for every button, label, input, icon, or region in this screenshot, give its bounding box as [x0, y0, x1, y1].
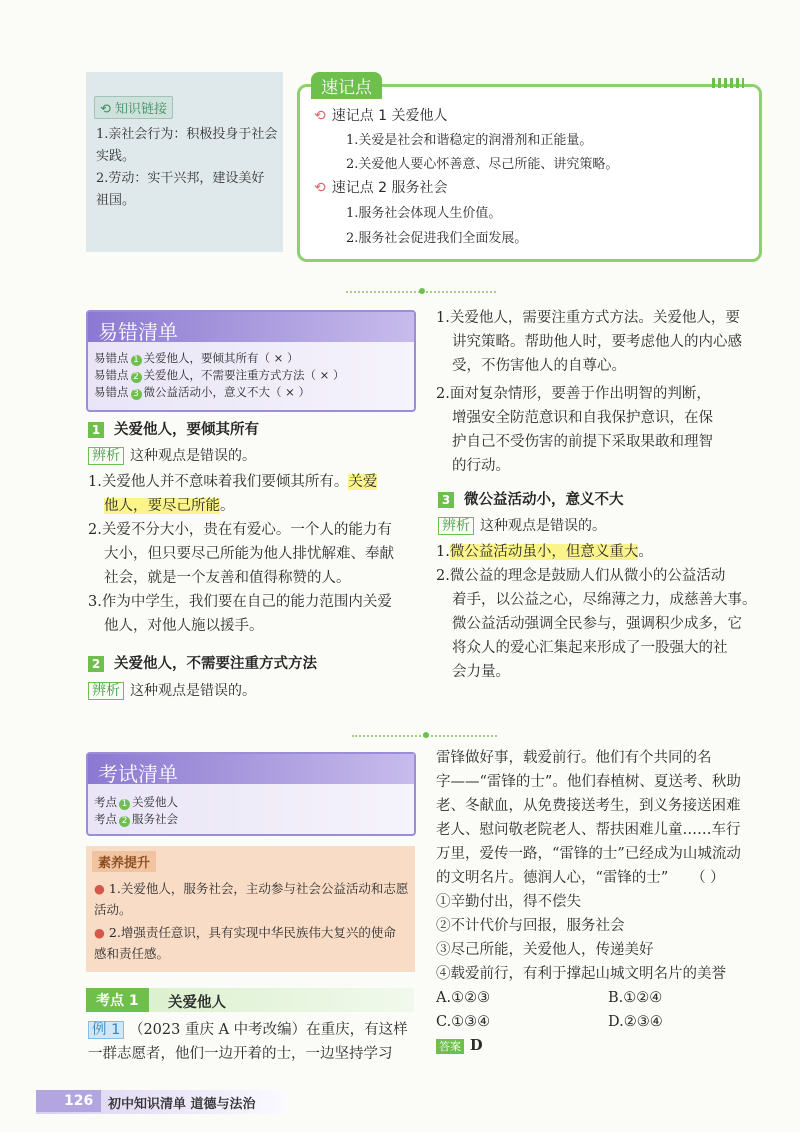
memo-stripe-decoration — [712, 78, 744, 88]
literacy-tag: 素养提升 — [92, 851, 156, 872]
para-line: 的文明名片。德润人心，“雷锋的士” （ ） — [436, 870, 725, 886]
exam-list-title: 考试清单 — [88, 754, 414, 784]
book-title: 初中知识清单 道德与法治 — [108, 1097, 256, 1112]
choices-row: C.①③④ D.②③④ — [436, 1014, 663, 1030]
option-line: ①辛勤付出，得不偿失 — [436, 894, 581, 910]
error-point-2-heading: 2 关爱他人，不需要注重方式方法 — [88, 652, 317, 673]
exam-list-box — [86, 752, 416, 836]
right-column-top — [436, 306, 766, 478]
exam-point-banner — [86, 988, 414, 1012]
divider-dot — [419, 288, 425, 294]
para-line: 社会，就是一个友善和值得称赞的人。 — [104, 570, 351, 586]
memo-point-1-heading: ⟲ 速记点 1 关爱他人 — [314, 108, 448, 124]
error-list-item: 易错点 2 关爱他人，不需要注重方式方法（ × ） — [94, 368, 345, 382]
para-line: 增强安全防范意识和自我保护意识，在保 — [452, 410, 713, 426]
answer-row: 答案 D — [436, 1034, 768, 1059]
example-1-left — [88, 1018, 418, 1066]
para-line: 1.微公益活动虽小，但意义重大。 — [436, 544, 653, 560]
knowledge-link-tag: ⟲ 知识链接 — [94, 96, 173, 119]
error-point-3-body — [436, 540, 768, 684]
error-point-1-body — [88, 470, 418, 638]
para-line: 字——“雷锋的士”。他们春植树、夏送考、秋助 — [436, 774, 741, 790]
error-point-3-analysis: 辨析 这种观点是错误的。 — [438, 515, 606, 535]
memo-line: 2.服务社会促进我们全面发展。 — [346, 231, 528, 246]
knowledge-line: 祖国。 — [96, 193, 136, 208]
quick-memo-box — [297, 84, 762, 262]
memo-title: 速记点 — [311, 72, 382, 99]
choices-row: A.①②③ B.①②④ — [436, 990, 663, 1006]
answer-label: 答案 — [436, 1039, 464, 1054]
memo-icon: ⟲ — [314, 108, 326, 124]
knowledge-line: 实践。 — [96, 149, 136, 164]
knowledge-line: 1.亲社会行为：积极投身于社会 — [96, 127, 278, 142]
para-line: 2.微公益的理念是鼓励人们从微小的公益活动 — [436, 568, 726, 584]
para-line: 雷锋做好事，载爱前行。他们有个共同的名 — [436, 750, 712, 766]
example-label: 例 1 — [88, 1021, 124, 1039]
bullet-icon: ● — [94, 881, 109, 896]
literacy-item-2: ● 2.增强责任意识，具有实现中华民族伟大复兴的使命 感和责任感。 — [94, 925, 396, 961]
para-line: 他人，对他人施以援手。 — [104, 618, 264, 634]
para-line: 1.关爱他人并不意味着我们要倾其所有。关爱 — [88, 474, 378, 490]
para-line: 老、冬献血，从免费接送考生，到义务接送困难 — [436, 798, 741, 814]
example-1-right — [436, 746, 768, 1059]
option-line: ④载爱前行，有利于撑起山城文明名片的美誉 — [436, 966, 726, 982]
memo-line: 1.关爱是社会和谐稳定的润滑剂和正能量。 — [346, 133, 593, 148]
para-line: 将众人的爱心汇集起来形成了一股强大的社 — [452, 640, 728, 656]
knowledge-link-text — [96, 124, 279, 212]
exam-point-title: 关爱他人 — [168, 995, 226, 1011]
para-line: 着手，以公益之心，尽绵薄之力，成慈善大事。 — [452, 592, 757, 608]
para-line: 3.作为中学生，我们要在自己的能力范围内关爱 — [88, 594, 392, 610]
para-line: 1.关爱他人，需要注重方式方法。关爱他人，要 — [436, 310, 740, 326]
para-line: 一群志愿者，他们一边开着的士，一边坚持学习 — [88, 1046, 393, 1062]
exam-list-item: 考点 1 关爱他人 — [94, 795, 178, 809]
error-point-3-heading: 3 微公益活动小，意义不大 — [438, 488, 624, 509]
para-line: 讲究策略。帮助他人时，要考虑他人的内心感 — [452, 334, 742, 350]
knowledge-link-box — [86, 72, 283, 252]
error-point-1-analysis: 辨析 这种观点是错误的。 — [88, 445, 256, 465]
memo-icon: ⟲ — [314, 180, 326, 196]
error-list-box — [86, 310, 416, 412]
para-line: 老人、慰问敬老院老人、帮扶困难儿童……车行 — [436, 822, 741, 838]
option-line: ③尽己所能，关爱他人，传递美好 — [436, 942, 654, 958]
literacy-item-1: ● 1.关爱他人，服务社会，主动参与社会公益活动和志愿 活动。 — [94, 881, 409, 917]
memo-point-2-heading: ⟲ 速记点 2 服务社会 — [314, 180, 448, 196]
para-line: 2.面对复杂情形，要善于作出明智的判断， — [436, 386, 711, 402]
memo-line: 2.关爱他人要心怀善意、尽己所能、讲究策略。 — [346, 157, 619, 172]
para-line: 万里，爱传一路，“雷锋的士”已经成为山城流动 — [436, 846, 741, 862]
exam-point-badge: 考点 1 — [86, 988, 149, 1012]
error-list-title: 易错清单 — [88, 312, 414, 342]
exam-list-item: 考点 2 服务社会 — [94, 812, 178, 826]
literacy-improvement-box — [86, 846, 415, 972]
option-line: ②不计代价与回报，服务社会 — [436, 918, 625, 934]
para-line: 护自己不受伤害的前提下采取果敢和理智 — [452, 434, 713, 450]
para-line: 微公益活动强调全民参与，强调积少成多，它 — [452, 616, 742, 632]
knowledge-line: 2.劳动：实干兴邦，建设美好 — [96, 171, 265, 186]
divider-dot — [423, 732, 429, 738]
para-line: 的行动。 — [452, 458, 510, 474]
error-list-item: 易错点 3 微公益活动小，意义不大（ × ） — [94, 385, 310, 399]
para-line: 受，不伤害他人的自尊心。 — [452, 358, 626, 374]
para-line: 会力量。 — [452, 664, 510, 680]
memo-line: 1.服务社会体现人生价值。 — [346, 206, 502, 221]
para-line: 2.关爱不分大小，贵在有爱心。一个人的能力有 — [88, 522, 392, 538]
error-point-2-analysis: 辨析 这种观点是错误的。 — [88, 680, 256, 700]
para-line: 例 1 （2023 重庆 A 中考改编）在重庆，有这样 — [88, 1018, 418, 1042]
bullet-icon: ● — [94, 925, 109, 940]
error-point-1-heading: 1 关爱他人，要倾其所有 — [88, 418, 259, 439]
para-line: 大小，但只要尽己所能为他人排忧解难、奉献 — [104, 546, 394, 562]
para-line: 他人，要尽己所能。 — [104, 498, 235, 514]
page-number: 126 — [36, 1090, 101, 1112]
error-list-item: 易错点 1 关爱他人，要倾其所有（ × ） — [94, 351, 299, 365]
